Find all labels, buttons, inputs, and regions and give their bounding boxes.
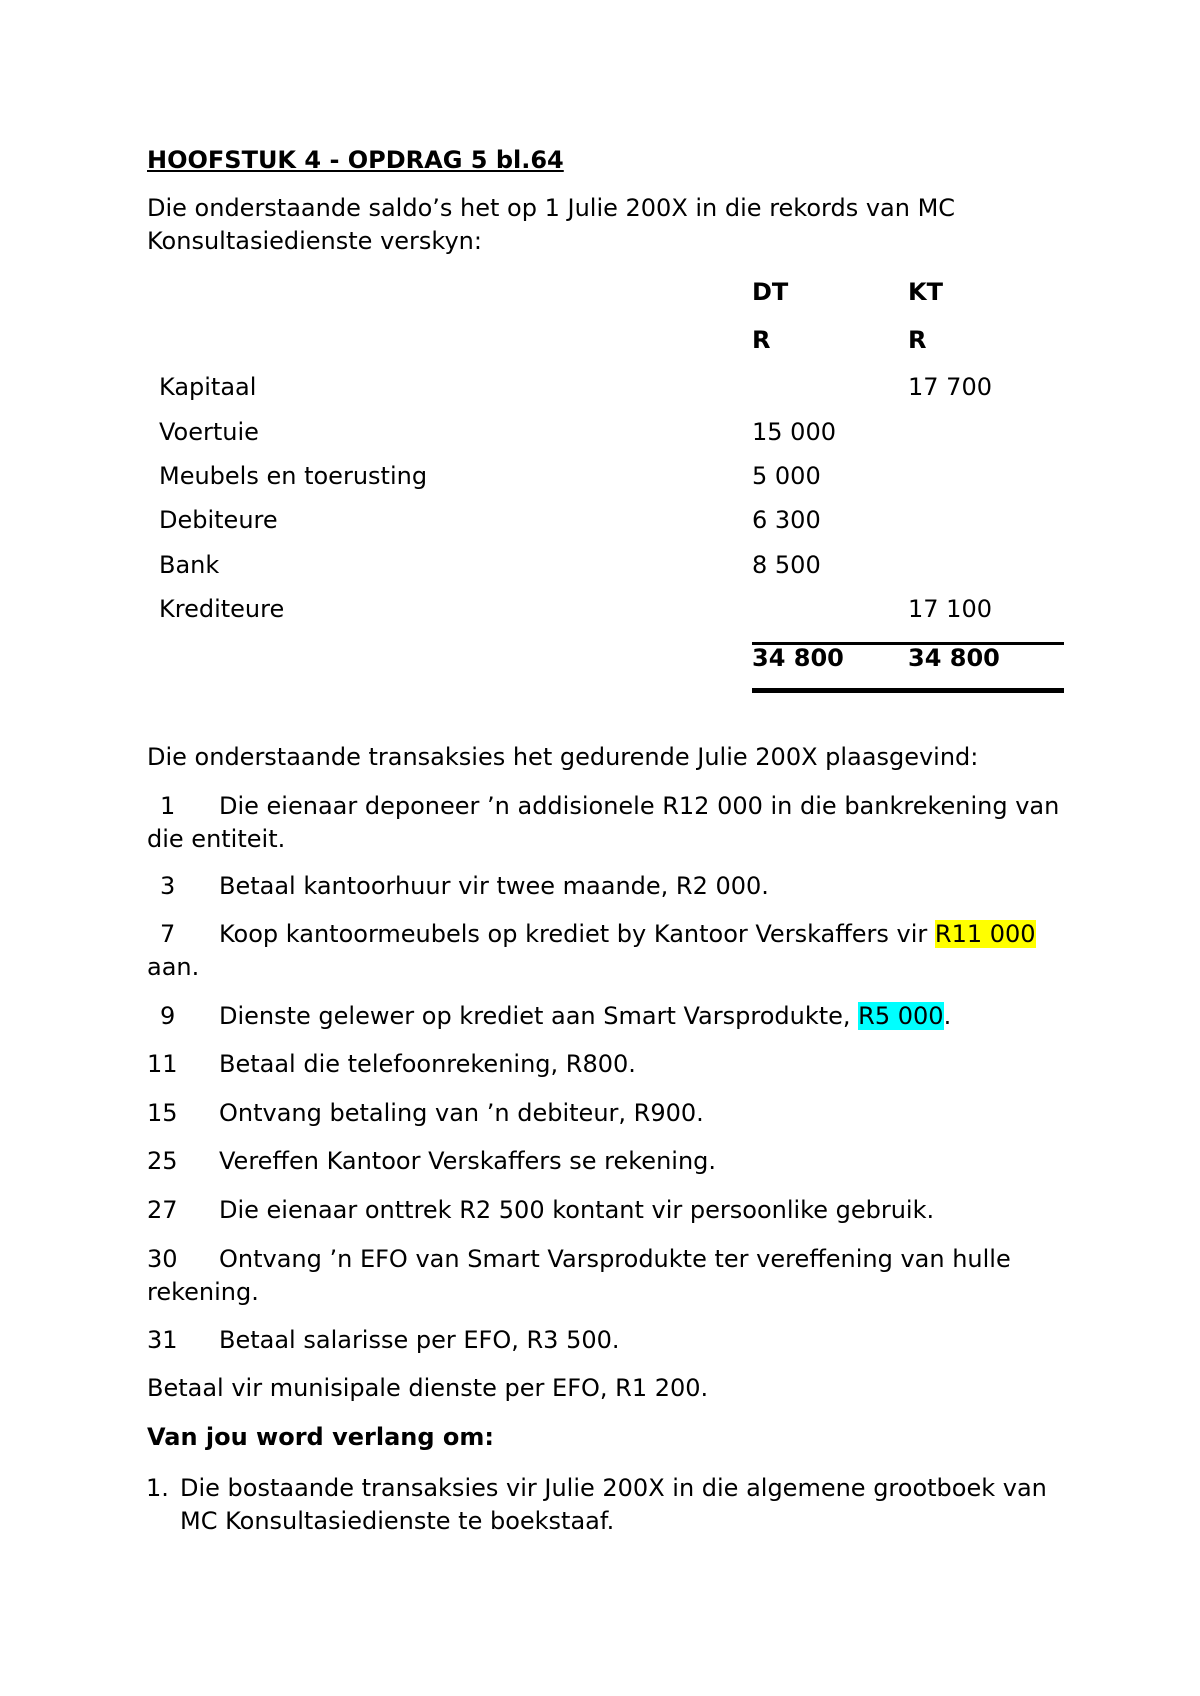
total-dt: 34 800 xyxy=(752,644,844,672)
list-item xyxy=(147,1097,1067,1130)
row-kt: 17 700 xyxy=(908,373,992,401)
intro-paragraph: Die onderstaande saldo’s het op 1 Julie 200X in die rekords van MC Konsultasiedienste verskyn: xyxy=(147,194,956,255)
unit-kt: R xyxy=(908,326,927,354)
requirement-number: 1. xyxy=(146,1474,169,1502)
list-item xyxy=(147,1194,1067,1227)
transaction-day: 15 xyxy=(147,1099,178,1127)
row-dt: 15 000 xyxy=(752,418,836,446)
total-kt: 34 800 xyxy=(908,644,1000,672)
requirement-heading: Van jou word verlang om: xyxy=(147,1423,494,1451)
transaction-day: 9 xyxy=(160,1002,176,1030)
row-dt: 5 000 xyxy=(752,462,821,490)
row-label: Meubels en toerusting xyxy=(159,462,428,490)
transaction-text: Betaal die telefoonrekening, R800. xyxy=(219,1050,636,1078)
transaction-text-end: . xyxy=(943,1002,952,1030)
transaction-text: Vereffen Kantoor Verskaffers se rekening. xyxy=(219,1147,717,1175)
transaction-text: Koop kantoormeubels op krediet by Kantoor Verskaffers vir xyxy=(219,920,935,948)
column-header-dt: DT xyxy=(752,278,789,306)
row-kt: 17 100 xyxy=(908,595,992,623)
transaction-day: 31 xyxy=(147,1326,178,1354)
transactions-intro: Die onderstaande transaksies het gedurende Julie 200X plaasgevind: xyxy=(147,743,979,771)
requirement-item xyxy=(146,1472,1060,1538)
list-item xyxy=(147,790,1067,856)
list-item xyxy=(147,1145,1067,1178)
row-dt: 6 300 xyxy=(752,506,821,534)
list-item xyxy=(147,1324,1067,1357)
row-label: Debiteure xyxy=(159,506,278,534)
transaction-text: Die eienaar onttrek R2 500 kontant vir persoonlike gebruik. xyxy=(219,1196,935,1224)
total-rule-bottom xyxy=(752,688,1064,693)
transaction-text: Betaal kantoorhuur vir twee maande, R2 000. xyxy=(219,872,769,900)
transaction-text: Die eienaar deponeer ’n addisionele R12 000 in die bankrekening van die entiteit. xyxy=(147,792,1060,853)
transaction-day: 11 xyxy=(147,1050,178,1078)
transaction-day: 27 xyxy=(147,1196,178,1224)
highlighted-amount: R11 000 xyxy=(934,920,1036,948)
transaction-text: Ontvang betaling van ’n debiteur, R900. xyxy=(219,1099,704,1127)
unit-dt: R xyxy=(752,326,771,354)
transaction-text: Ontvang ’n EFO van Smart Varsprodukte ter vereffening van hulle rekening. xyxy=(147,1245,1011,1306)
list-item xyxy=(147,1000,1067,1033)
transaction-text-end: aan. xyxy=(147,953,200,981)
row-dt: 8 500 xyxy=(752,551,821,579)
column-header-kt: KT xyxy=(908,278,943,306)
transaction-day: 30 xyxy=(147,1245,178,1273)
list-item xyxy=(147,918,1067,984)
list-item xyxy=(147,870,1067,903)
row-label: Kapitaal xyxy=(159,373,257,401)
transaction-day: 25 xyxy=(147,1147,178,1175)
highlighted-amount: R5 000 xyxy=(858,1002,944,1030)
transaction-day: 7 xyxy=(160,920,176,948)
transaction-day: 1 xyxy=(160,792,176,820)
row-label: Voertuie xyxy=(159,418,259,446)
page-title: HOOFSTUK 4 - OPDRAG 5 bl.64 xyxy=(147,146,564,174)
requirement-text: Die bostaande transaksies vir Julie 200X in die algemene grootboek van MC Konsultasiedienste te boekstaaf. xyxy=(180,1474,1047,1535)
extra-line: Betaal vir munisipale dienste per EFO, R1 200. xyxy=(147,1374,709,1402)
transaction-text: Dienste gelewer op krediet aan Smart Varsprodukte, xyxy=(219,1002,859,1030)
list-item xyxy=(147,1048,1067,1081)
transaction-day: 3 xyxy=(160,872,176,900)
list-item xyxy=(147,1243,1067,1309)
row-label: Krediteure xyxy=(159,595,285,623)
transaction-text: Betaal salarisse per EFO, R3 500. xyxy=(219,1326,620,1354)
row-label: Bank xyxy=(159,551,220,579)
